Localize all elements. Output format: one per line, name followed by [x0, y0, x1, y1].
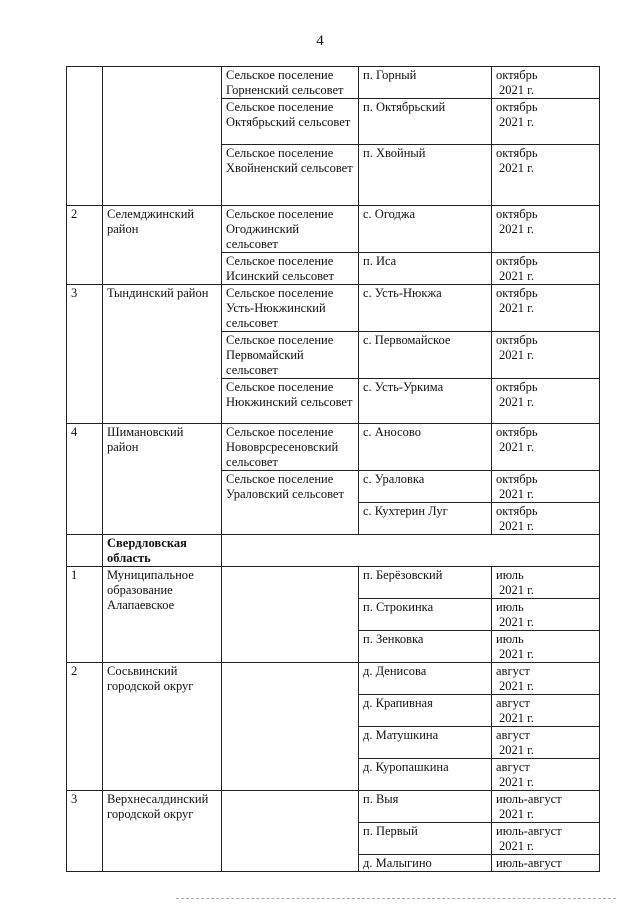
date-cell: июль 2021 г.	[492, 599, 600, 631]
district-cell: Сосьвинский городской округ	[103, 663, 222, 791]
locality-cell: п. Хвойный	[359, 145, 492, 206]
row-number: 4	[67, 424, 103, 535]
district-cell: Селемджинский район	[103, 206, 222, 285]
settlement-cell	[222, 663, 359, 791]
settlement-cell: Сельское поселение Горненский сельсовет	[222, 67, 359, 99]
locality-cell: п. Октябрьский	[359, 99, 492, 145]
table-row	[67, 285, 600, 332]
date-cell: октябрь 2021 г.	[492, 206, 600, 253]
date-cell: октябрь 2021 г.	[492, 503, 600, 535]
row-number	[67, 67, 103, 206]
schedule-table	[66, 66, 600, 872]
table-row	[67, 67, 600, 99]
table-row	[67, 567, 600, 599]
locality-cell: д. Малыгино	[359, 855, 492, 872]
locality-cell: п. Выя	[359, 791, 492, 823]
locality-cell: д. Матушкина	[359, 727, 492, 759]
district-cell: Верхнесалдинский городской округ	[103, 791, 222, 872]
settlement-cell: Сельское поселение Огоджинский сельсовет	[222, 206, 359, 253]
locality-cell: с. Аносово	[359, 424, 492, 471]
locality-cell: д. Крапивная	[359, 695, 492, 727]
date-cell: июль 2021 г.	[492, 631, 600, 663]
locality-cell: с. Усть-Нюкжа	[359, 285, 492, 332]
region-heading: Свердловская область	[103, 535, 222, 567]
date-cell: июль 2021 г.	[492, 567, 600, 599]
date-cell: октябрь 2021 г.	[492, 424, 600, 471]
locality-cell: с. Кухтерин Луг	[359, 503, 492, 535]
locality-cell: с. Ураловка	[359, 471, 492, 503]
date-cell: август 2021 г.	[492, 759, 600, 791]
date-cell: октябрь 2021 г.	[492, 67, 600, 99]
settlement-cell: Сельское поселение Нюкжинский сельсовет	[222, 379, 359, 424]
table-row	[67, 791, 600, 823]
table-row	[67, 206, 600, 253]
date-cell: октябрь 2021 г.	[492, 253, 600, 285]
row-number: 2	[67, 663, 103, 791]
row-number: 3	[67, 285, 103, 424]
date-cell: октябрь 2021 г.	[492, 332, 600, 379]
settlement-cell: Сельское поселение Нововрсресеновский сельсовет	[222, 424, 359, 471]
date-cell: октябрь 2021 г.	[492, 471, 600, 503]
date-cell: август 2021 г.	[492, 727, 600, 759]
date-cell: октябрь 2021 г.	[492, 285, 600, 332]
locality-cell: с. Усть-Уркима	[359, 379, 492, 424]
locality-cell: с. Огоджа	[359, 206, 492, 253]
settlement-cell: Сельское поселение Октябрьский сельсовет	[222, 99, 359, 145]
table-row	[67, 424, 600, 471]
date-cell: август 2021 г.	[492, 695, 600, 727]
row-number: 1	[67, 567, 103, 663]
date-cell: август 2021 г.	[492, 663, 600, 695]
settlement-cell: Сельское поселение Первомайский сельсовет	[222, 332, 359, 379]
locality-cell: п. Горный	[359, 67, 492, 99]
region-empty-cell	[222, 535, 600, 567]
settlement-cell: Сельское поселение Усть-Нюкжинский сельсовет	[222, 285, 359, 332]
district-cell: Тындинский район	[103, 285, 222, 424]
date-cell: июль-август	[492, 855, 600, 872]
row-number: 3	[67, 791, 103, 872]
settlement-cell	[222, 791, 359, 872]
date-cell: октябрь 2021 г.	[492, 99, 600, 145]
page-bottom-edge	[176, 898, 616, 899]
district-cell: Шимановский район	[103, 424, 222, 535]
locality-cell: п. Иса	[359, 253, 492, 285]
settlement-cell	[222, 567, 359, 663]
table-row	[67, 663, 600, 695]
page-number: 4	[316, 33, 324, 49]
locality-cell: п. Строкинка	[359, 599, 492, 631]
settlement-cell: Сельское поселение Хвойненский сельсовет	[222, 145, 359, 206]
row-number	[67, 535, 103, 567]
locality-cell: п. Берёзовский	[359, 567, 492, 599]
date-cell: октябрь 2021 г.	[492, 145, 600, 206]
region-row	[67, 535, 600, 567]
locality-cell: с. Первомайское	[359, 332, 492, 379]
row-number: 2	[67, 206, 103, 285]
district-cell	[103, 67, 222, 206]
date-cell: июль-август 2021 г.	[492, 823, 600, 855]
settlement-cell: Сельское поселение Исинский сельсовет	[222, 253, 359, 285]
date-cell: июль-август 2021 г.	[492, 791, 600, 823]
date-cell: октябрь 2021 г.	[492, 379, 600, 424]
locality-cell: д. Куропашкина	[359, 759, 492, 791]
district-cell: Муниципальное образование Алапаевское	[103, 567, 222, 663]
locality-cell: д. Денисова	[359, 663, 492, 695]
locality-cell: п. Зенковка	[359, 631, 492, 663]
locality-cell: п. Первый	[359, 823, 492, 855]
settlement-cell: Сельское поселение Ураловский сельсовет	[222, 471, 359, 535]
